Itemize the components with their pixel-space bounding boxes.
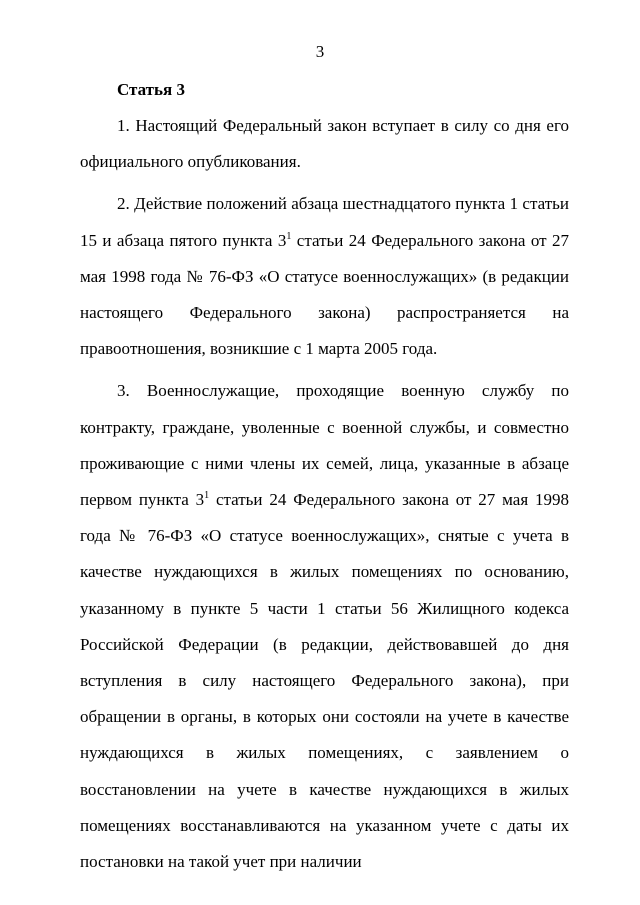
page-number: 3 [315,42,325,61]
paragraph-3-superscript: 1 [204,490,210,502]
paragraph-3 [80,373,569,880]
paragraph-3-text-end: статьи 24 Федерального закона от 27 мая 1998 года № 76-ФЗ «О статусе военнослужащих», снятые с учета в качестве нуждающихся в жилых помещениях по основанию, указанному в пункте 5 части 1 статьи 56 Жилищного кодекса Российской Федерации (в редакции, действовавшей до дня вступления в силу настоящего Федерального закона), при обращении в органы, в которых они состояли на учете в качестве нуждающихся в жилых помещениях, с заявлением о восстановлении на учете в качестве нуждающихся в жилых помещениях восстанавливаются на указанном учете с даты их постановки на такой учет при наличии [80,490,570,872]
paragraph-1: 1. Настоящий Федеральный закон вступает в силу со дня его официального опубликования. [80,116,569,172]
paragraph-2-superscript: 1 [286,230,292,242]
paragraph-2-text-start: 2. Действие положений абзаца шестнадцатого пункта 1 статьи 15 и абзаца пятого пункта 3 [80,194,569,250]
article-title: Статья 3 [117,80,185,99]
paragraph-3-text-start: 3. Военнослужащие, проходящие военную службу по контракту, граждане, уволенные с военной службы, и совместно проживающие с ними члены их семей, лица, указанные в абзаце первом пункта 3 [80,381,569,510]
article-body [80,108,569,880]
paragraph-2 [80,186,569,367]
paragraph-2-text-end: статьи 24 Федерального закона от 27 мая 1998 года № 76-ФЗ «О статусе военнослужащих» (в редакции настоящего Федерального закона) распространяется на правоотношения, возникшие с 1 марта 2005 года. [80,230,570,359]
